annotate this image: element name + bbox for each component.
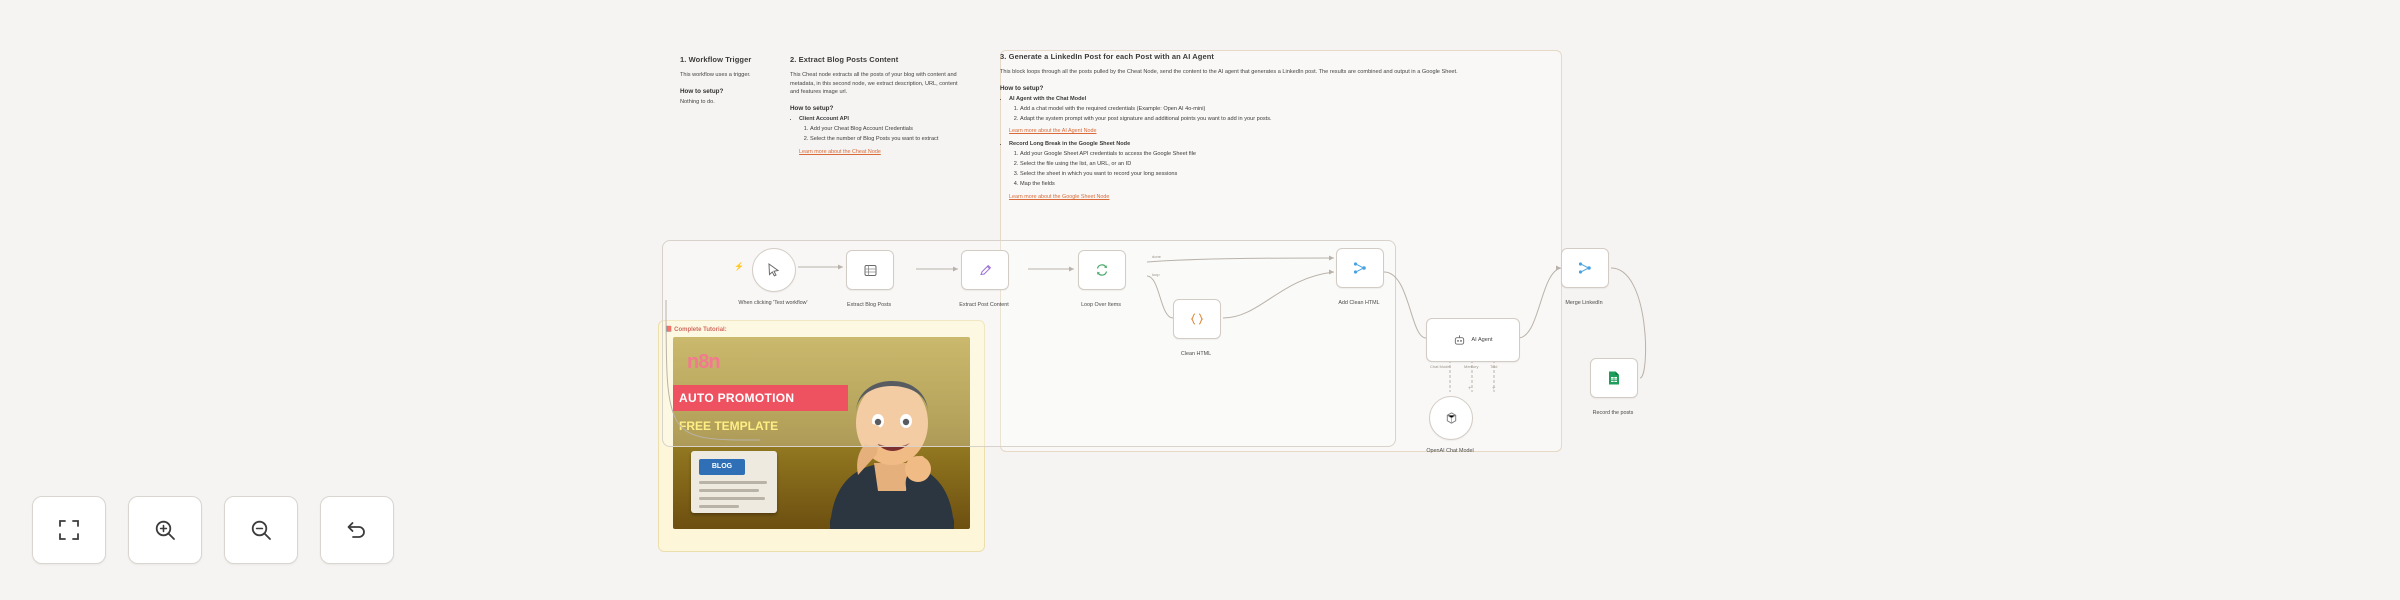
note1-subtitle: How to setup? xyxy=(680,87,724,95)
promo-title: 📕 Complete Tutorial: xyxy=(665,327,727,333)
node-ai-agent[interactable] xyxy=(1426,318,1520,362)
merge-icon xyxy=(1577,260,1593,276)
fit-screen-icon xyxy=(57,518,81,542)
node-label-add-clean-html: Add Clean HTML xyxy=(1338,300,1380,306)
node-label-extract-post-content: Extract Post Content xyxy=(959,302,1009,308)
node-extract-blog-posts[interactable] xyxy=(846,250,894,290)
port-label-chat-model: Chat Model xyxy=(1430,364,1451,369)
note2-title: 2. Extract Blog Posts Content xyxy=(790,55,899,64)
zoom-out-icon xyxy=(249,518,273,542)
openai-icon xyxy=(1444,411,1459,426)
port-label-memory: Memory xyxy=(1464,364,1479,369)
loop-icon xyxy=(1094,262,1110,278)
note3-step: 1. Add a chat model with the required credentials (Example: Open AI 4o-mini) xyxy=(1020,105,1470,114)
note2-subtitle: How to setup? xyxy=(790,104,834,112)
google-sheets-icon xyxy=(1607,370,1621,386)
fit-to-view-button[interactable] xyxy=(32,496,106,564)
port-label-loop: loop xyxy=(1152,272,1160,277)
merge-icon xyxy=(1352,260,1368,276)
note3-subtitle: How to setup? xyxy=(1000,84,1044,92)
node-label-extract-blog-posts: Extract Blog Posts xyxy=(846,302,892,308)
node-loop-over-items[interactable] xyxy=(1078,250,1126,290)
node-label-loop-over-items: Loop Over Items xyxy=(1081,302,1121,308)
note1-title: 1. Workflow Trigger xyxy=(680,55,752,64)
database-icon xyxy=(863,263,878,278)
node-label-merge-linkedin: Merge LinkedIn xyxy=(1565,300,1603,306)
ai-agent-icon xyxy=(1453,334,1466,347)
note2-body: This Cheat node extracts all the posts of your blog with content and metadata, in this second node, we extract description, URL, content and features image url. xyxy=(790,72,958,96)
note3-group-label: AI Agent with the Chat Model xyxy=(1009,95,1087,102)
node-label-record-the-posts: Record the posts xyxy=(1592,410,1634,416)
code-icon xyxy=(1189,311,1205,327)
note3-title: 3. Generate a LinkedIn Post for each Post with an AI Agent xyxy=(1000,52,1215,61)
note2-step: 1. Add your Cheat Blog Account Credentials xyxy=(810,125,965,134)
note2-step: 2. Select the number of Blog Posts you want to extract xyxy=(810,135,965,144)
node-record-the-posts[interactable] xyxy=(1590,358,1638,398)
note3-step: 1. Add your Google Sheet API credentials to access the Google Sheet file xyxy=(1020,150,1470,159)
canvas-zoom-toolbar[interactable] xyxy=(32,496,394,564)
zoom-out-button[interactable] xyxy=(224,496,298,564)
note3-step: 4. Map the fields xyxy=(1020,180,1470,189)
note3-learn-more-ai-agent-link[interactable]: Learn more about the AI Agent Node xyxy=(1009,128,1097,135)
note1-body: This workflow uses a trigger. xyxy=(680,72,751,78)
pencil-icon xyxy=(978,263,993,278)
node-label-openai-chat-model: OpenAI Chat Model xyxy=(1426,448,1474,454)
trigger-indicator-icon: ⚡ xyxy=(734,262,744,271)
note2-learn-more-link[interactable]: Learn more about the Cheat Node xyxy=(799,148,881,155)
node-graph[interactable] xyxy=(640,0,1640,600)
zoom-in-icon xyxy=(153,518,177,542)
node-label-clean-html: Clean HTML xyxy=(1180,351,1212,357)
node-add-clean-html[interactable] xyxy=(1336,248,1384,288)
node-extract-post-content[interactable] xyxy=(961,250,1009,290)
node-label-trigger: When clicking 'Test workflow' xyxy=(738,300,808,306)
undo-icon xyxy=(345,518,369,542)
port-label-tool: Tool xyxy=(1490,364,1498,369)
note1-body2: Nothing to do. xyxy=(680,98,715,105)
promo-subtitle: FREE TEMPLATE xyxy=(679,419,779,433)
promo-card-label: BLOG xyxy=(699,459,745,475)
node-merge-linkedin[interactable] xyxy=(1561,248,1609,288)
note3-step: 2. Adapt the system prompt with your post signature and additional points you want to add in your posts. xyxy=(1020,115,1470,124)
add-tool-button[interactable]: + xyxy=(1492,386,1496,392)
note3-learn-more-google-sheet-link[interactable]: Learn more about the Google Sheet Node xyxy=(1009,194,1110,201)
cursor-icon xyxy=(767,263,781,277)
node-when-clicking-test-workflow[interactable] xyxy=(752,248,796,292)
n8n-logo: n8n xyxy=(687,351,720,373)
note2-bullet-label: Client Account API xyxy=(799,115,849,122)
promo-banner-label: AUTO PROMOTION xyxy=(679,391,795,405)
reset-zoom-button[interactable] xyxy=(320,496,394,564)
zoom-in-button[interactable] xyxy=(128,496,202,564)
node-clean-html[interactable] xyxy=(1173,299,1221,339)
node-openai-chat-model[interactable] xyxy=(1429,396,1473,440)
note3-group-label: Record Long Break in the Google Sheet Node xyxy=(1009,141,1131,148)
note3-body: This block loops through all the posts pulled by the Cheat Node, send the content to the AI agent that generates a LinkedIn post. The results are combined and output in a Google Sheet. xyxy=(1000,69,1458,75)
note3-step: 2. Select the file using the list, an URL, or an ID xyxy=(1020,160,1470,169)
note3-step: 3. Select the sheet in which you want to record your long sessions xyxy=(1020,170,1470,179)
add-memory-button[interactable]: + xyxy=(1468,386,1472,392)
node-label-ai-agent: AI Agent xyxy=(1471,337,1493,343)
port-label-done: done xyxy=(1152,254,1161,259)
